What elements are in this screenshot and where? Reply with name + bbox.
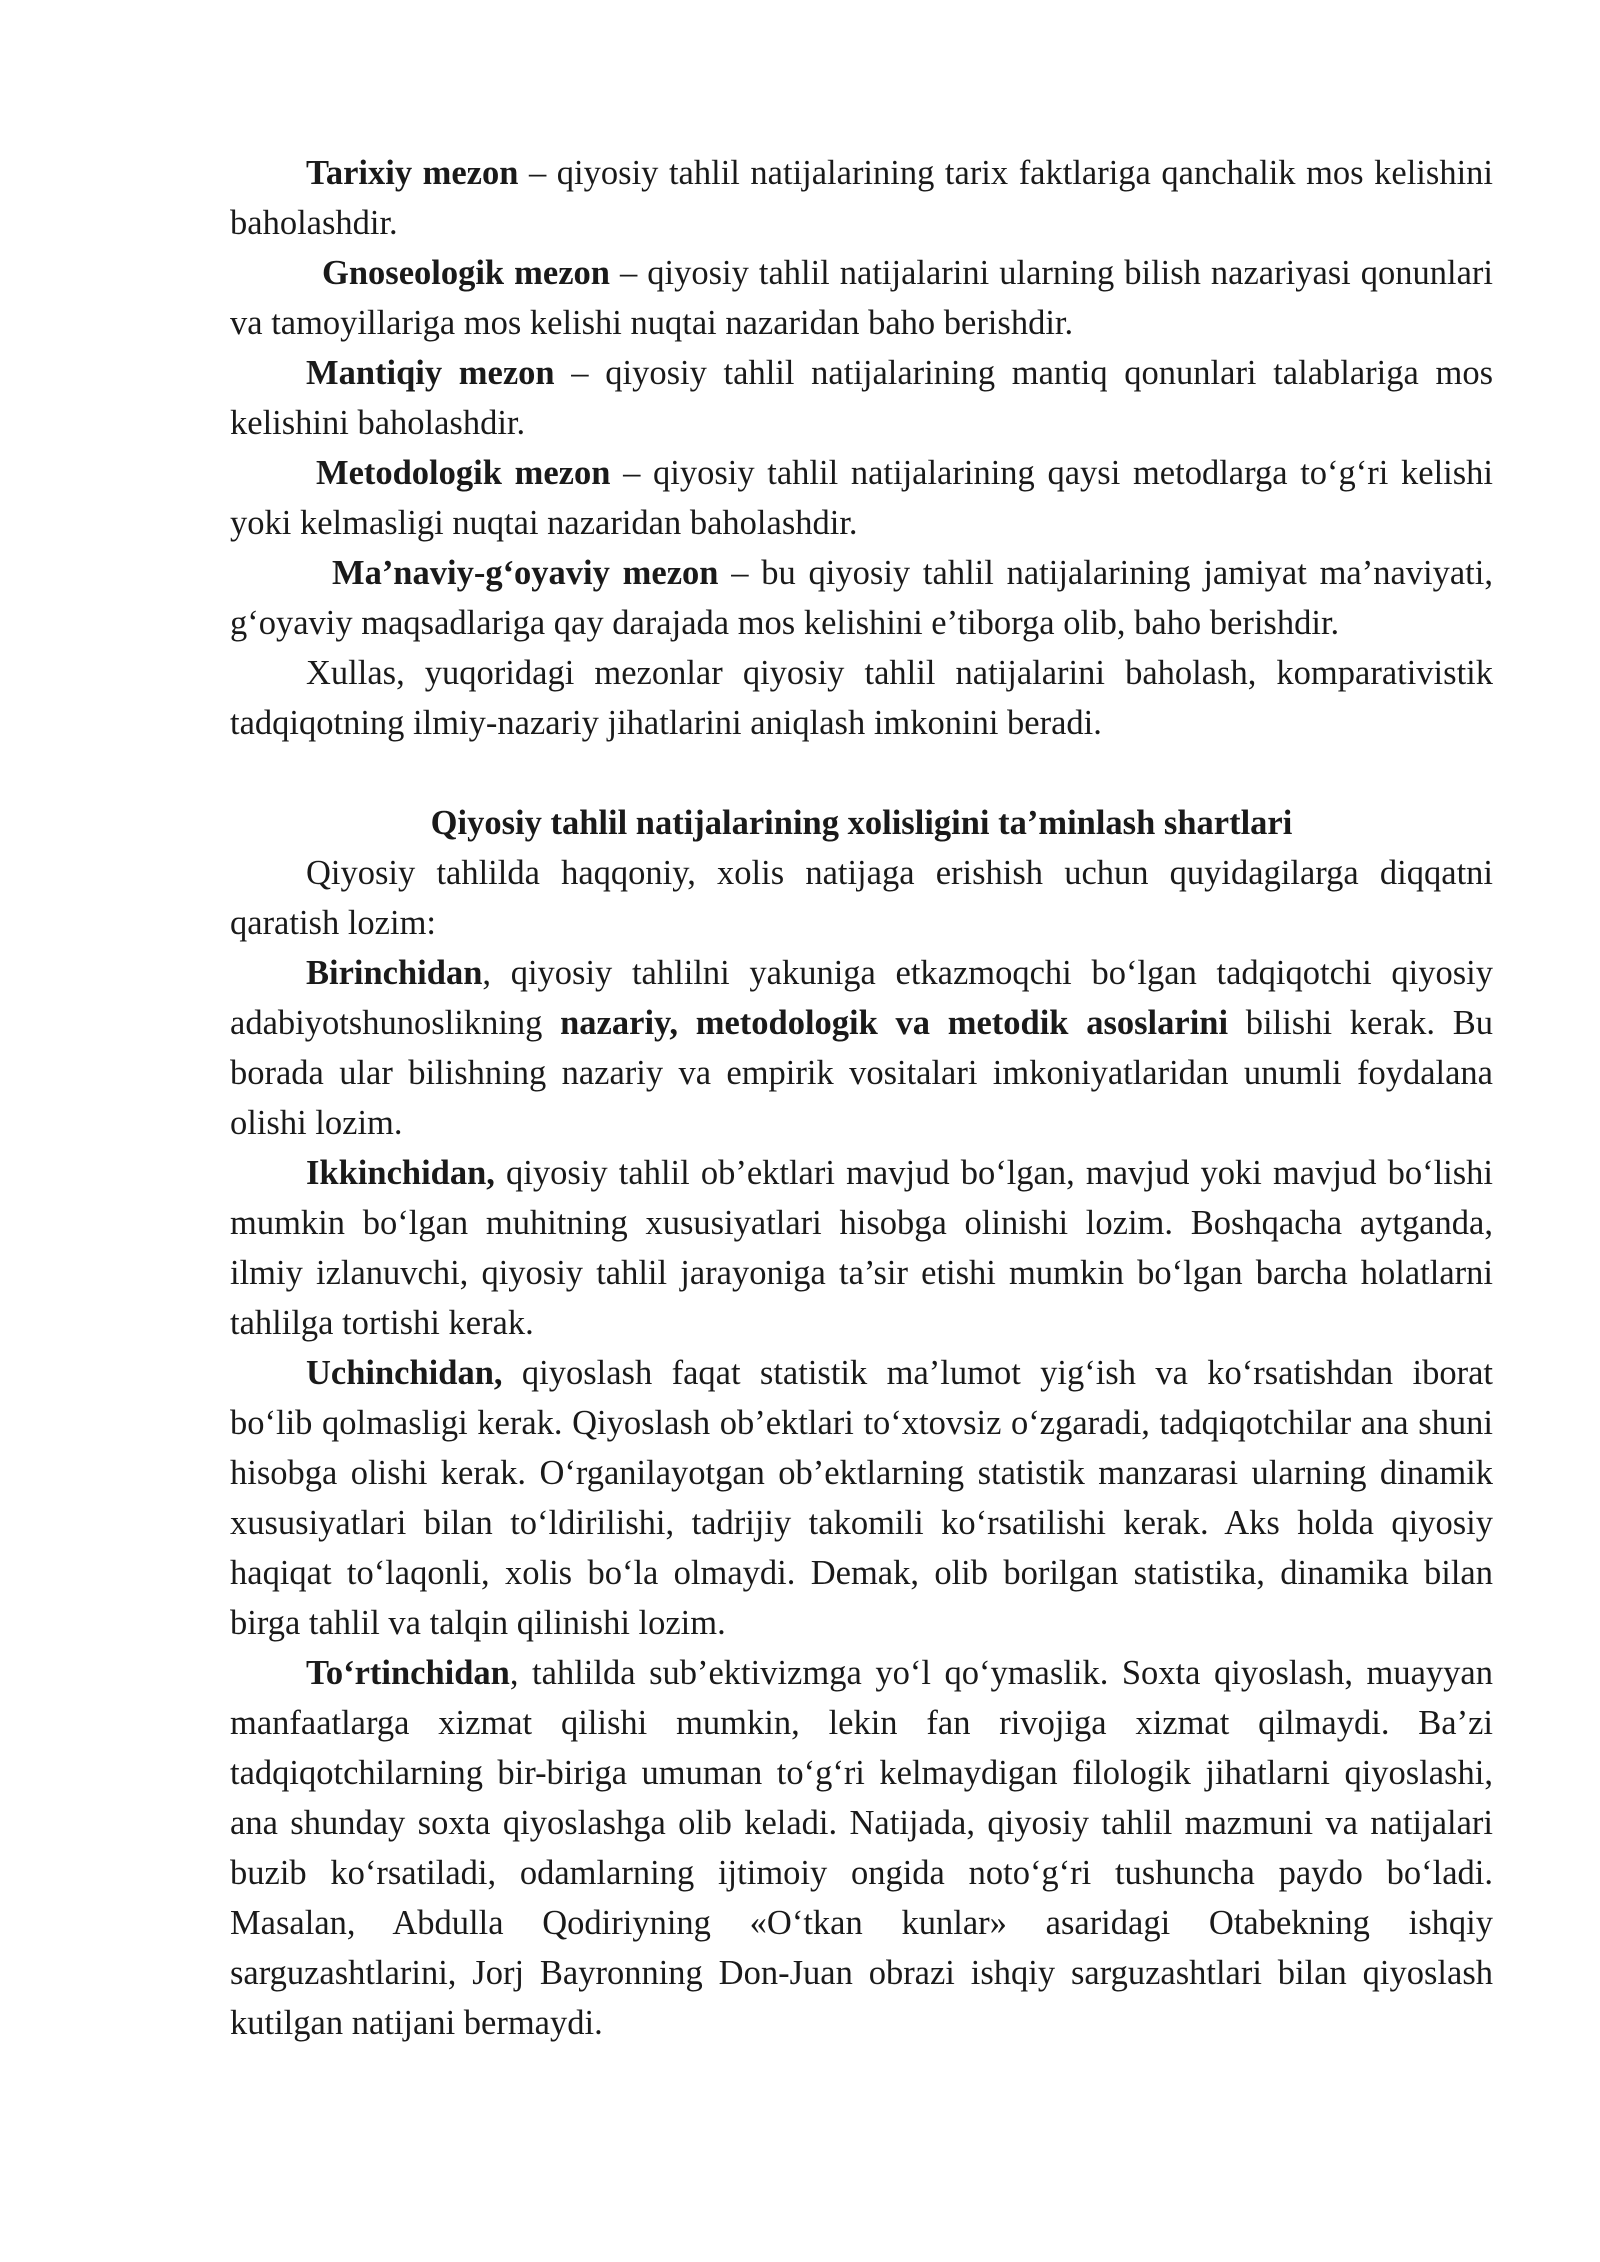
term-ikkinchidan: Ikkinchidan, [306,1154,495,1192]
paragraph-intro: Qiyosiy tahlilda haqqoniy, xolis natijaga erishish uchun quyidagilarga diqqatni qaratish lozim: [230,854,1493,942]
paragraph-ikkinchidan [230,1148,1493,1348]
paragraph-text: , tahlilda sub’ektivizmga yo‘l qo‘ymaslik. Soxta qiyoslash, muayyan manfaatlarga xizmat qilishi mumkin, lekin fan rivojiga xizmat qilmaydi. Ba’zi tadqiqotchilarning bir-biriga umuman to‘g‘ri kelmaydigan filologik jihatlarni qiyoslashi, ana shunday soxta qiyoslashga olib keladi. Natijada, qiyosiy tahlil mazmuni va natijalari buzib ko‘rsatiladi, odamlarning ijtimoiy ongida noto‘g‘ri tushuncha paydo bo‘ladi. Masalan, Abdulla Qodiriyning «O‘tkan kunlar» asaridagi Otabekning ishqiy sarguzashtlarini, Jorj Bayronning Don-Juan obrazi ishqiy sarguzashtlari bilan qiyoslash kutilgan natijani bermaydi. [230,1654,1493,2042]
definition-text: – bu qiyosiy tahlil natijalarining jamiyat ma’naviyati, g‘oyaviy maqsadlariga qay darajada mos kelishini e’tiborga olib, baho berishdir. [230,554,1493,642]
paragraph-birinchidan [230,948,1493,1148]
paragraph-metodologik-mezon [230,448,1493,548]
paragraph-summary: Xullas, yuqoridagi mezonlar qiyosiy tahlil natijalarini baholash, komparativistik tadqiqotning ilmiy-nazariy jihatlarini aniqlash imkonini beradi. [230,654,1493,742]
paragraph-gnoseologik-mezon [230,248,1493,348]
paragraph-tarixiy-mezon [230,148,1493,248]
paragraph-uchinchidan [230,1348,1493,1648]
definition-text: – qiyosiy tahlil natijalarining tarix faktlariga qanchalik mos kelishini baholashdir. [230,154,1493,242]
paragraph-text: qiyosiy tahlil ob’ektlari mavjud bo‘lgan, mavjud yoki mavjud bo‘lishi mumkin bo‘lgan muhitning xususiyatlari hisobga olinishi lozim. Boshqacha aytganda, ilmiy izlanuvchi, qiyosiy tahlil jarayoniga ta’sir etishi mumkin bo‘lgan barcha holatlarni tahlilga tortishi kerak. [230,1154,1493,1342]
term-tarixiy-mezon: Tarixiy mezon [306,154,519,192]
term-gnoseologik-mezon: Gnoseologik mezon [322,254,610,292]
document-page [230,148,1493,2048]
paragraph-tortinchidan [230,1648,1493,2048]
definition-text: – qiyosiy tahlil natijalarining qaysi metodlarga to‘g‘ri kelishi yoki kelmasligi nuqtai nazaridan baholashdir. [230,454,1493,542]
paragraph-text: bilishi kerak. Bu borada ular bilishning nazariy va empirik vositalari imkoniyatlaridan unumli foydalana olishi lozim. [230,1004,1493,1142]
paragraph-mantiqiy-mezon [230,348,1493,448]
paragraph-manaviy-goyaviy-mezon [230,548,1493,648]
definition-text: – qiyosiy tahlil natijalarining mantiq qonunlari talablariga mos kelishini baholashdir. [230,354,1493,442]
term-manaviy-goyaviy-mezon: Ma’naviy-g‘oyaviy mezon [332,554,719,592]
paragraph-text: qiyoslash faqat statistik ma’lumot yig‘ish va ko‘rsatishdan iborat bo‘lib qolmasligi kerak. Qiyoslash ob’ektlari to‘xtovsiz o‘zgaradi, tadqiqotchilar ana shuni hisobga olishi kerak. O‘rganilayotgan ob’ektlarning statistik manzarasi ularning dinamik xususiyatlari bilan to‘ldirilishi, tadrijiy takomili ko‘rsatilishi kerak. Aks holda qiyosiy haqiqat to‘laqonli, xolis bo‘la olmaydi. Demak, olib borilgan statistika, dinamika bilan birga tahlil va talqin qilinishi lozim. [230,1354,1493,1642]
term-tortinchidan: To‘rtinchidan [306,1654,510,1692]
emphasis-text: nazariy, metodologik va metodik asoslarini [560,1004,1229,1042]
definition-text: – qiyosiy tahlil natijalarini ularning bilish nazariyasi qonunlari va tamoyillariga mos kelishi nuqtai nazaridan baho berishdir. [230,254,1494,342]
section-heading: Qiyosiy tahlil natijalarining xolisligini ta’minlash shartlari [430,804,1293,842]
term-uchinchidan: Uchinchidan, [306,1354,503,1392]
blank-line [230,748,1493,798]
term-mantiqiy-mezon: Mantiqiy mezon [306,354,555,392]
term-birinchidan: Birinchidan [306,954,483,992]
paragraph-text: , qiyosiy tahlilni yakuniga etkazmoqchi bo‘lgan tadqiqotchi qiyosiy adabiyotshunoslikning [230,954,1493,1042]
term-metodologik-mezon: Metodologik mezon [316,454,611,492]
